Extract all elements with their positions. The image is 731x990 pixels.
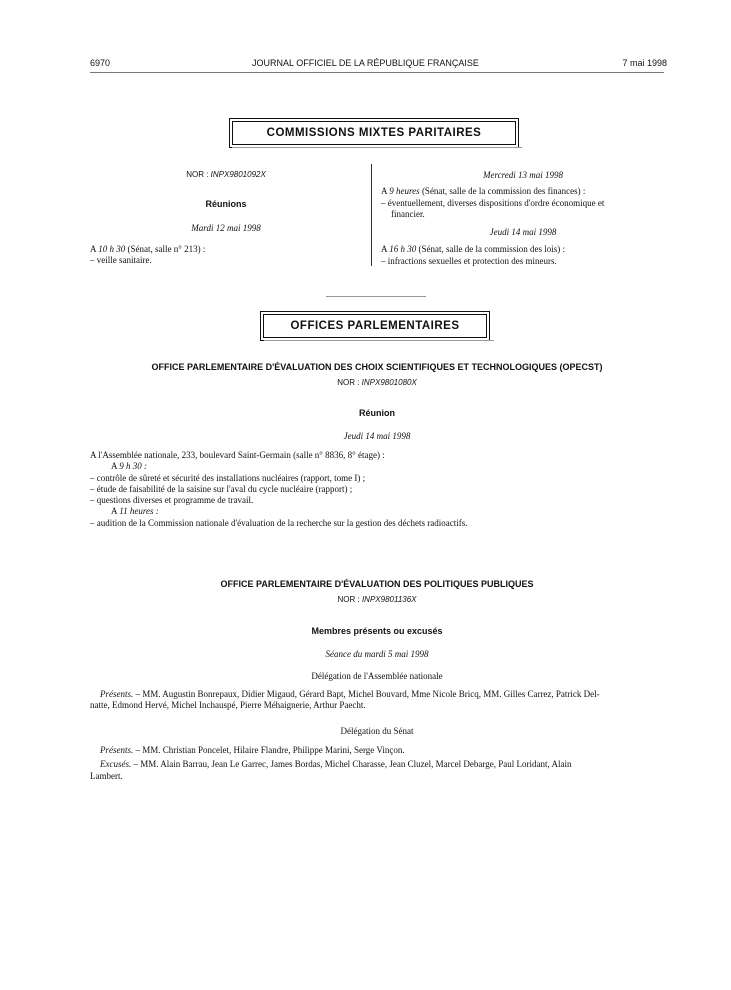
members-line: Lambert. bbox=[90, 770, 123, 781]
meeting-date: Jeudi 14 mai 1998 bbox=[343, 431, 411, 441]
opecst-title: OFFICE PARLEMENTAIRE D'ÉVALUATION DES CHOIX SCIENTIFIQUES ET TECHNOLOGIQUES (OPECST) bbox=[151, 362, 603, 372]
nor-reference: NOR : INPX9801092X bbox=[186, 170, 266, 179]
members-line: Excusés. – MM. Alain Barrau, Jean Le Garrec, James Bordas, Michel Charasse, Jean Cluzel, Marcel Debarge, Paul Loridant, Alain bbox=[100, 759, 572, 770]
opepp-title: OFFICE PARLEMENTAIRE D'ÉVALUATION DES POLITIQUES PUBLIQUES bbox=[220, 579, 534, 589]
box-shadow-rule bbox=[264, 340, 494, 341]
delegation-heading: Délégation de l'Assemblée nationale bbox=[311, 671, 443, 681]
meetings-heading: Réunions bbox=[205, 199, 247, 209]
agenda-item: – audition de la Commission nationale d'évaluation de la recherche sur la gestion des déchets radioactifs. bbox=[90, 517, 468, 528]
an-presents bbox=[90, 689, 664, 712]
header-rule bbox=[90, 72, 664, 73]
meeting-location: A l'Assemblée nationale, 233, boulevard Saint-Germain (salle n° 8836, 8° étage) : bbox=[90, 450, 385, 460]
senat-members bbox=[90, 745, 664, 782]
meeting-time-line: A 10 h 30 (Sénat, salle n° 213) : bbox=[90, 243, 206, 254]
journal-title: JOURNAL OFFICIEL DE LA RÉPUBLIQUE FRANÇAISE bbox=[252, 58, 479, 68]
session-date: Séance du mardi 5 mai 1998 bbox=[325, 649, 429, 659]
agenda-item: – veille sanitaire. bbox=[90, 254, 152, 265]
agenda-item: – contrôle de sûreté et sécurité des installations nucléaires (rapport, tome I) ; bbox=[90, 472, 366, 483]
time-slot: A 11 heures : bbox=[111, 506, 159, 517]
meeting-heading: Réunion bbox=[359, 408, 395, 418]
header-date: 7 mai 1998 bbox=[622, 58, 667, 68]
nor-reference: NOR : INPX9801136X bbox=[337, 595, 417, 604]
meeting-date: Jeudi 14 mai 1998 bbox=[489, 227, 557, 237]
nor-reference: NOR : INPX9801080X bbox=[337, 378, 417, 387]
meeting-date: Mercredi 13 mai 1998 bbox=[482, 170, 564, 180]
members-heading: Membres présents ou excusés bbox=[311, 626, 443, 636]
section-divider bbox=[326, 296, 426, 297]
commissions-section-title: COMMISSIONS MIXTES PARITAIRES bbox=[229, 118, 519, 148]
time-slot: A 9 h 30 : bbox=[111, 461, 148, 472]
meeting-time-line: A 16 h 30 (Sénat, salle de la commission des lois) : bbox=[381, 244, 565, 255]
commissions-left-column bbox=[90, 170, 362, 266]
agenda-item: – éventuellement, diverses dispositions d'ordre économique et bbox=[381, 197, 605, 208]
box-shadow-rule bbox=[232, 147, 522, 148]
agenda-item: – infractions sexuelles et protection des mineurs. bbox=[381, 255, 557, 266]
members-line: natte, Edmond Hervé, Michel Inchauspé, Pierre Méhaignerie, Arthur Paecht. bbox=[90, 700, 366, 711]
members-line: Présents. – MM. Christian Poncelet, Hilaire Flandre, Philippe Marini, Serge Vinçon. bbox=[100, 745, 405, 755]
page-number: 6970 bbox=[90, 58, 111, 68]
commissions-right-column bbox=[381, 170, 665, 267]
agenda-item: – questions diverses et programme de travail. bbox=[90, 495, 254, 505]
agenda-item-continued: financier. bbox=[391, 208, 425, 219]
opecst-agenda bbox=[90, 450, 664, 529]
offices-section-title: OFFICES PARLEMENTAIRES bbox=[260, 311, 490, 341]
delegation-heading: Délégation du Sénat bbox=[340, 726, 414, 736]
agenda-item: – étude de faisabilité de la saisine sur l'aval du cycle nucléaire (rapport) ; bbox=[90, 483, 353, 494]
meeting-time-line: A 9 heures (Sénat, salle de la commission des finances) : bbox=[381, 186, 586, 197]
column-divider bbox=[371, 164, 372, 266]
meeting-date: Mardi 12 mai 1998 bbox=[191, 223, 261, 234]
members-line: Présents. – MM. Augustin Bonrepaux, Didier Migaud, Gérard Bapt, Michel Bouvard, Mme Nicole Bricq, MM. Gilles Carrez, Patrick Del- bbox=[100, 689, 600, 699]
